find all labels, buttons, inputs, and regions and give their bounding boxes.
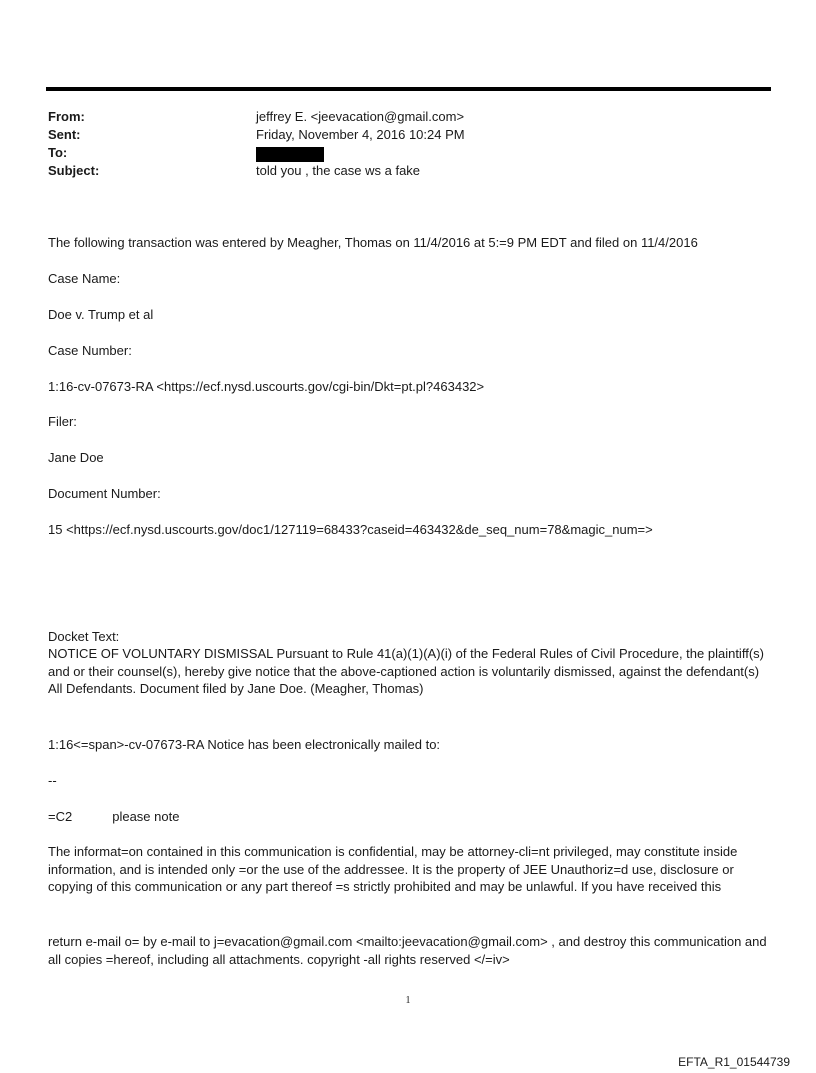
docket-text-label: Docket Text: — [48, 629, 120, 644]
notice-line: 1:16<=span>-cv-07673-RA Notice has been electronically mailed to: — [48, 737, 441, 752]
intro-text: The following transaction was entered by Meagher, Thomas on 11/4/2016 at 5:=9 PM EDT and filed on 11/4/2016 — [48, 235, 698, 250]
case-number-label: Case Number: — [48, 343, 132, 358]
separator: -- — [48, 773, 57, 788]
sent-label: Sent: — [48, 127, 81, 142]
note-text: please note — [112, 809, 180, 824]
from-label: From: — [48, 109, 85, 124]
document-number-link[interactable]: 15 <https://ecf.nysd.uscourts.gov/doc1/127119=68433?caseid=463432&de_seq_num=78&magic_num=> — [48, 522, 653, 537]
note-code: =C2 — [48, 809, 73, 824]
to-label: To: — [48, 145, 68, 160]
page-number: 1 — [405, 995, 411, 1006]
note-line — [48, 808, 179, 825]
subject-value: told you , the case ws a fake — [256, 163, 421, 178]
subject-label: Subject: — [48, 163, 100, 178]
filer-label: Filer: — [48, 414, 77, 429]
document-id: EFTA_R1_01544739 — [678, 1055, 790, 1069]
filer-value: Jane Doe — [48, 450, 104, 465]
docket-text: NOTICE OF VOLUNTARY DISMISSAL Pursuant to Rule 41(a)(1)(A)(i) of the Federal Rules of Civil Procedure, the plaintiff(s) and or their counsel(s), hereby give notice that the above-captioned action is voluntarily dismissed, against the defendant(s) All Defendants. Document filed by Jane Doe. (Meagher, Thomas) — [48, 646, 764, 696]
redaction-box — [256, 147, 324, 162]
sent-value: Friday, November 4, 2016 10:24 PM — [256, 127, 465, 142]
case-name-label: Case Name: — [48, 271, 121, 286]
header-rule — [46, 87, 771, 91]
case-number-link[interactable]: 1:16-cv-07673-RA <https://ecf.nysd.uscourts.gov/cgi-bin/Dkt=pt.pl?463432> — [48, 379, 485, 394]
return-mail-notice: return e-mail o= by e-mail to j=evacation@gmail.com <mailto:jeevacation@gmail.com> , and destroy this communication and all copies =hereof, including all attachments. copyright -all rights reserved </=iv> — [48, 934, 767, 967]
to-value — [256, 144, 324, 162]
case-name-value: Doe v. Trump et al — [48, 307, 154, 322]
from-value: jeffrey E. <jeevacation@gmail.com> — [256, 109, 465, 124]
confidentiality-notice: The informat=on contained in this communication is confidential, may be attorney-cli=nt privileged, may constitute inside information, and is intended only =or the use of the addressee. It is the property of JEE Unauthoriz=d use, disclosure or copying of this communication or any part thereof =s strictly prohibited and may be unlawful. If you have received this — [48, 844, 738, 894]
document-number-label: Document Number: — [48, 486, 161, 501]
